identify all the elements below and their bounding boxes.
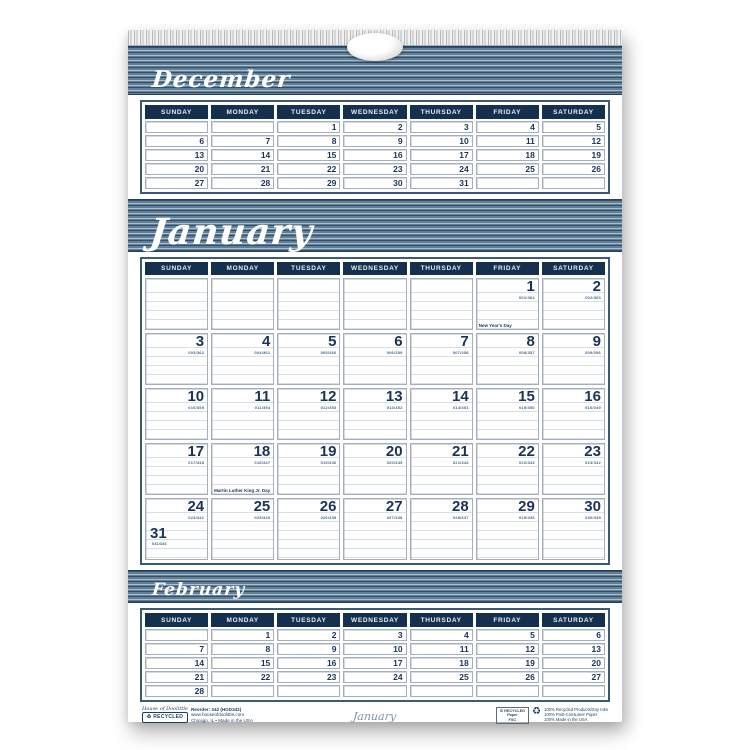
date-number: 26 [319, 498, 337, 515]
day-cell: 23 [277, 671, 340, 683]
day-of-week-label: WEDNESDAY [343, 613, 406, 627]
day-cell: 1 [277, 121, 340, 133]
day-cell [343, 443, 406, 495]
julian-date: 019/346 [320, 460, 337, 465]
day-cell: 3 [410, 121, 473, 133]
date-number: 10 [187, 388, 205, 405]
julian-date: 015/350 [518, 405, 535, 410]
date-number: 14 [452, 388, 469, 405]
date-number: 18 [253, 443, 271, 460]
day-of-week-label: SATURDAY [542, 105, 605, 119]
week-row [145, 163, 605, 175]
day-of-week-header-row [145, 262, 605, 276]
day-cell: 27 [542, 671, 605, 683]
date-number: 29 [518, 498, 535, 515]
day-cell [542, 278, 605, 330]
day-cell: 22 [277, 163, 340, 175]
day-cell [211, 278, 274, 330]
week-row [145, 278, 605, 330]
month-section-january [128, 199, 622, 566]
week-row [145, 629, 605, 641]
day-cell: 25 [410, 671, 473, 683]
day-cell: 20 [145, 163, 208, 175]
day-cell: 1 [211, 629, 274, 641]
day-cell [277, 498, 340, 560]
day-cell: 15 [277, 149, 340, 161]
date-number: 11 [254, 388, 271, 405]
january-grid [140, 257, 610, 566]
day-cell: 24 [343, 671, 406, 683]
day-cell: 9 [343, 135, 406, 147]
date-number: 1 [526, 278, 535, 295]
date-number: 23 [584, 443, 601, 460]
certification-block [496, 707, 608, 725]
week-row [145, 498, 605, 560]
day-cell: 5 [476, 629, 539, 641]
day-cell: 25 [476, 163, 539, 175]
day-cell [145, 388, 208, 440]
week-row [145, 177, 605, 189]
week-row [145, 671, 605, 683]
calendar-sheet [128, 30, 622, 722]
julian-date: 011/354 [254, 405, 271, 410]
day-cell: 10 [343, 643, 406, 655]
day-cell [145, 333, 208, 385]
date-number: 17 [187, 443, 205, 460]
hang-tab [347, 33, 403, 61]
week-row [145, 388, 605, 440]
day-of-week-label: SUNDAY [145, 105, 208, 119]
date-number: 12 [319, 388, 337, 405]
day-cell [145, 498, 208, 560]
day-cell [542, 388, 605, 440]
day-of-week-label: SUNDAY [145, 613, 208, 627]
week-row [145, 643, 605, 655]
day-cell: 13 [542, 643, 605, 655]
day-cell: 18 [476, 149, 539, 161]
date-number: 8 [526, 333, 535, 350]
date-number: 19 [319, 443, 337, 460]
day-cell: 19 [476, 657, 539, 669]
date-number: 6 [394, 333, 403, 350]
day-cell [542, 685, 605, 697]
december-grid [140, 100, 610, 194]
day-cell [343, 685, 406, 697]
holiday-label: Martin Luther King Jr. Day [214, 488, 271, 493]
day-cell: 10 [410, 135, 473, 147]
day-cell: 26 [542, 163, 605, 175]
day-cell [277, 443, 340, 495]
house-of-doolittle-logo [142, 707, 188, 723]
day-cell [145, 443, 208, 495]
julian-date: 027/338 [386, 515, 403, 520]
day-cell: 15 [211, 657, 274, 669]
publisher-block [142, 707, 253, 724]
day-cell [476, 333, 539, 385]
day-cell [211, 498, 274, 560]
february-title: February [151, 580, 247, 600]
day-cell [410, 333, 473, 385]
julian-date: 029/336 [518, 515, 535, 520]
footer-month-label: January [352, 709, 397, 723]
recycled-content-info [544, 707, 608, 723]
week-row [145, 149, 605, 161]
julian-date: 004/361 [254, 350, 271, 355]
julian-date: 018/347 [254, 460, 271, 465]
day-cell: 6 [542, 629, 605, 641]
day-cell: 14 [145, 657, 208, 669]
fsc-certification-mark [496, 707, 529, 725]
day-cell [542, 498, 605, 560]
day-of-week-header-row [145, 105, 605, 119]
day-cell: 8 [277, 135, 340, 147]
day-cell: 18 [410, 657, 473, 669]
december-title: December [150, 66, 292, 93]
day-cell [211, 443, 274, 495]
day-cell: 19 [542, 149, 605, 161]
date-number: 16 [584, 388, 601, 405]
julian-date: 010/355 [188, 405, 205, 410]
julian-date: 021/344 [452, 460, 469, 465]
february-banner [128, 570, 622, 603]
day-cell [410, 388, 473, 440]
julian-date: 017/348 [188, 460, 205, 465]
julian-date: 012/353 [320, 405, 337, 410]
date-number: 2 [592, 278, 601, 295]
week-row [145, 333, 605, 385]
day-of-week-label: TUESDAY [277, 613, 340, 627]
month-section-december [128, 46, 622, 194]
origin-line: Chicago, IL • Made in the USA [190, 717, 253, 723]
day-cell [410, 443, 473, 495]
day-of-week-label: TUESDAY [277, 262, 340, 276]
day-of-week-label: SATURDAY [542, 262, 605, 276]
julian-date: 030/335 [585, 515, 601, 520]
day-cell: 22 [211, 671, 274, 683]
day-cell [476, 177, 539, 189]
day-of-week-label: THURSDAY [410, 105, 473, 119]
day-cell [343, 333, 406, 385]
day-cell [343, 498, 406, 560]
day-cell: 21 [211, 163, 274, 175]
day-cell [277, 333, 340, 385]
day-cell: 14 [211, 149, 274, 161]
week-row [145, 685, 605, 697]
day-cell: 12 [542, 135, 605, 147]
day-cell: 21 [145, 671, 208, 683]
date-number: 20 [385, 443, 403, 460]
day-cell: 12 [476, 643, 539, 655]
day-cell: 23 [343, 163, 406, 175]
date-number: 3 [195, 333, 205, 350]
date-number: 27 [385, 498, 403, 515]
day-cell: 31 [410, 177, 473, 189]
date-number: 7 [460, 333, 469, 350]
day-cell: 5 [542, 121, 605, 133]
day-cell: 4 [410, 629, 473, 641]
day-of-week-label: MONDAY [211, 613, 274, 627]
day-cell: 17 [410, 149, 473, 161]
date-number: 25 [253, 498, 271, 515]
january-title: January [147, 211, 316, 254]
day-cell: 8 [211, 643, 274, 655]
date-number: 28 [452, 498, 469, 515]
day-cell [145, 121, 208, 133]
day-of-week-label: TUESDAY [277, 105, 340, 119]
day-cell: 30 [343, 177, 406, 189]
reorder-info [191, 707, 253, 724]
day-cell [476, 388, 539, 440]
day-cell: 11 [476, 135, 539, 147]
day-cell: 28 [145, 685, 208, 697]
day-cell: 2 [343, 121, 406, 133]
day-cell [343, 388, 406, 440]
day-of-week-label: FRIDAY [476, 105, 539, 119]
julian-date: 020/345 [386, 460, 403, 465]
day-cell: 20 [542, 657, 605, 669]
website-line: www.houseofdoolittle.com [190, 712, 245, 718]
day-of-week-label: MONDAY [211, 262, 274, 276]
fsc-line-2: Paper [507, 713, 518, 718]
day-of-week-label: THURSDAY [410, 613, 473, 627]
julian-date: 007/358 [452, 350, 469, 355]
day-cell [145, 278, 208, 330]
day-cell [476, 443, 539, 495]
date-number: 4 [261, 333, 271, 350]
overflow-julian-date: 031/334 [152, 541, 167, 546]
julian-date: 005/360 [320, 350, 337, 355]
date-number: 24 [187, 498, 205, 515]
day-cell [476, 498, 539, 560]
julian-date: 006/359 [386, 350, 403, 355]
week-row [145, 135, 605, 147]
day-cell [211, 333, 274, 385]
day-cell [211, 388, 274, 440]
recycle-icon: ♻ [532, 705, 541, 717]
day-cell: 11 [410, 643, 473, 655]
day-cell [542, 177, 605, 189]
day-cell [542, 443, 605, 495]
overflow-date-number: 31 [150, 525, 167, 542]
day-cell [410, 278, 473, 330]
julian-date: 025/340 [254, 515, 271, 520]
day-of-week-label: WEDNESDAY [343, 105, 406, 119]
week-row [145, 121, 605, 133]
day-of-week-label: FRIDAY [476, 613, 539, 627]
date-number: 15 [518, 388, 535, 405]
julian-date: 008/357 [518, 350, 535, 355]
day-cell: 9 [277, 643, 340, 655]
day-cell [211, 685, 274, 697]
day-cell: 27 [145, 177, 208, 189]
day-cell: 24 [410, 163, 473, 175]
fsc-line-1: ♲ RECYCLED [499, 708, 526, 713]
day-cell [476, 685, 539, 697]
day-cell: 26 [476, 671, 539, 683]
month-section-february [128, 570, 622, 702]
julian-date: 001/364 [518, 295, 535, 300]
day-cell: 6 [145, 135, 208, 147]
day-cell [410, 498, 473, 560]
calendar-footer [142, 707, 608, 725]
day-cell [211, 121, 274, 133]
day-cell: 13 [145, 149, 208, 161]
recycled-line-1: 100% Recycled Products/Soy Inks [543, 706, 608, 712]
date-number: 22 [518, 443, 535, 460]
recycled-line-2: 100% Post-Consumer Paper [543, 711, 598, 717]
day-cell [476, 278, 539, 330]
holiday-label: New Year's Day [478, 323, 512, 328]
julian-date: 016/349 [585, 405, 601, 410]
julian-date: 028/337 [452, 515, 469, 520]
day-cell [343, 278, 406, 330]
day-of-week-header-row [145, 613, 605, 627]
julian-date: 002/363 [585, 295, 601, 300]
day-cell: 16 [343, 149, 406, 161]
fsc-line-3: FSC [508, 717, 517, 722]
day-cell: 3 [343, 629, 406, 641]
julian-date: 024/341 [188, 515, 205, 520]
day-cell: 28 [211, 177, 274, 189]
date-number: 21 [452, 443, 469, 460]
day-cell: 17 [343, 657, 406, 669]
julian-date: 026/339 [320, 515, 337, 520]
julian-date: 023/342 [585, 460, 601, 465]
day-cell [277, 388, 340, 440]
julian-date: 009/356 [585, 350, 601, 355]
day-cell: 7 [145, 643, 208, 655]
day-cell: 16 [277, 657, 340, 669]
week-row [145, 657, 605, 669]
day-of-week-label: SUNDAY [145, 262, 208, 276]
day-of-week-label: FRIDAY [476, 262, 539, 276]
february-grid [140, 608, 610, 702]
day-of-week-label: SATURDAY [542, 613, 605, 627]
date-number: 5 [328, 333, 337, 350]
julian-date: 003/362 [188, 350, 205, 355]
date-number: 13 [385, 388, 403, 405]
julian-date: 013/352 [386, 405, 403, 410]
date-number: 9 [592, 333, 601, 350]
julian-date: 022/343 [518, 460, 535, 465]
brand-script: House of Doolittle [142, 705, 188, 712]
day-of-week-label: THURSDAY [410, 262, 473, 276]
recycled-line-3: 100% Made in the USA [543, 716, 588, 722]
day-cell: 7 [211, 135, 274, 147]
day-cell: 29 [277, 177, 340, 189]
day-cell [145, 629, 208, 641]
recycled-badge: ♻ RECYCLED [142, 712, 188, 723]
day-of-week-label: MONDAY [211, 105, 274, 119]
day-cell: 4 [476, 121, 539, 133]
day-cell [410, 685, 473, 697]
day-cell: 2 [277, 629, 340, 641]
day-of-week-label: WEDNESDAY [343, 262, 406, 276]
january-banner [128, 199, 622, 252]
reorder-line: Reorder: 342 (HOD342) [190, 706, 242, 712]
day-cell [277, 685, 340, 697]
week-row [145, 443, 605, 495]
day-cell [277, 278, 340, 330]
julian-date: 014/351 [452, 405, 469, 410]
date-number: 30 [584, 498, 601, 515]
day-cell [542, 333, 605, 385]
